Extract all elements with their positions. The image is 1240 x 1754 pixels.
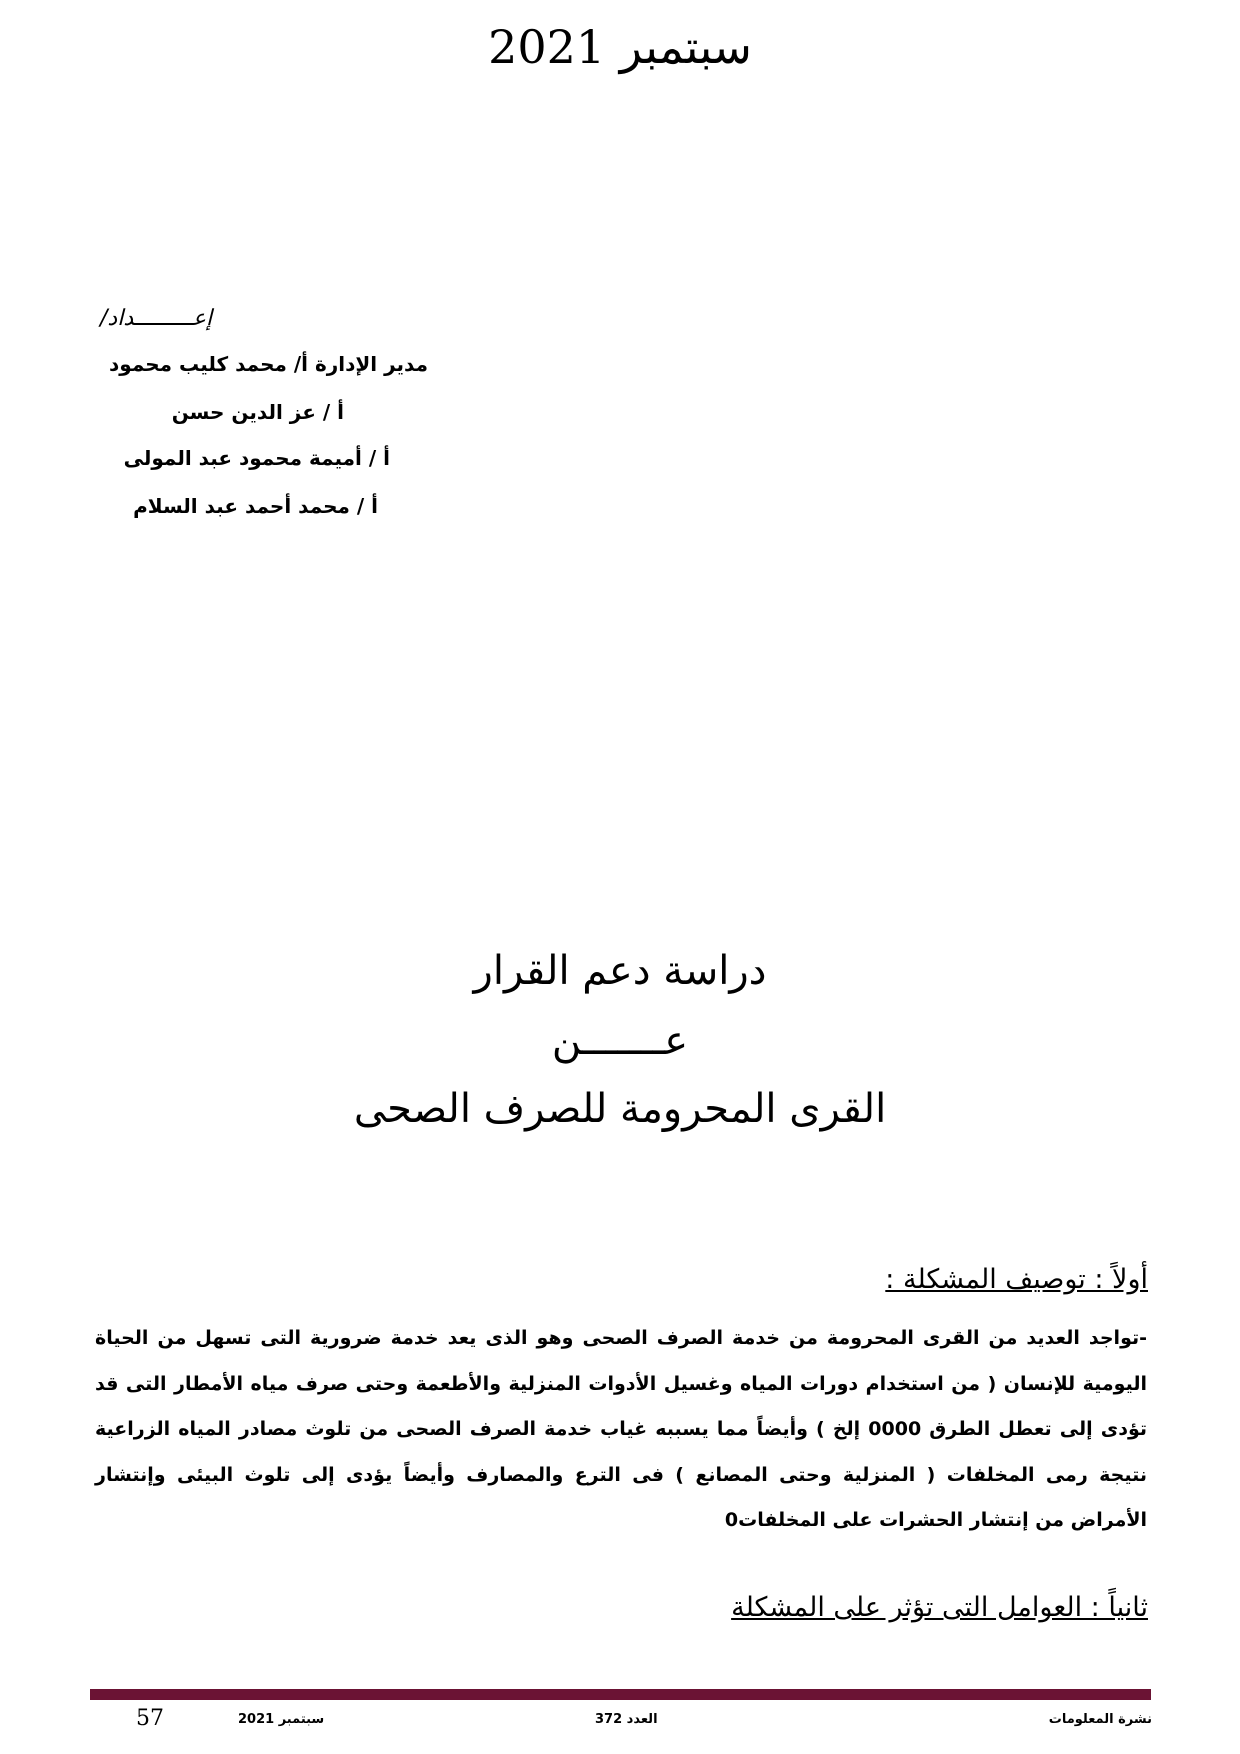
document-title-line-1: دراسة دعم القرار (473, 948, 767, 994)
document-title-line-3: القرى المحرومة للصرف الصحى (353, 1086, 887, 1132)
document-title-line-2: عـــــــن (551, 1018, 689, 1064)
footer-date: سبتمبر 2021 (238, 1712, 325, 1727)
page-number: 57 (136, 1706, 164, 1731)
author-line: أ / أميمة محمود عبد المولى (123, 446, 390, 470)
prepared-by-label: إعـــــــــداد/ (100, 306, 213, 331)
author-line: أ / محمد أحمد عبد السلام (133, 494, 378, 518)
author-line: مدير الإدارة أ/ محمد كليب محمود (109, 352, 428, 376)
section-1-body: -تواجد العديد من القرى المحرومة من خدمة الصرف الصحى وهو الذى يعد خدمة ضرورية التى تسهل من الحياة اليومية للإنسان ( من استخدام دورات المياه وغسيل الأدوات المنزلية والأطعمة وحتى صرف مياه الأمطار التى قد تؤدى إلى تعطل الطرق 0000 إلخ ) وأيضاً مما يسببه غياب خدمة الصرف الصحى من تلوث مصادر المياه الزراعية نتيجة رمى المخلفات ( المنزلية وحتى المصانع ) فى الترع والمصارف وأيضاً يؤدى إلى تلوث البيئى وإنتشار الأمراض من إنتشار الحشرات على المخلفات0 (95, 1327, 1147, 1531)
section-1-heading: أولاً : توصيف المشكلة : (885, 1264, 1148, 1295)
footer-issue: العدد 372 (595, 1712, 658, 1727)
header-date: سبتمبر 2021 (488, 20, 752, 74)
footer-publication: نشرة المعلومات (1048, 1712, 1152, 1727)
footer-rule (90, 1689, 1151, 1700)
section-2-heading: ثانياً : العوامل التى تؤثر على المشكلة (731, 1592, 1148, 1623)
author-line: أ / عز الدين حسن (171, 400, 344, 424)
